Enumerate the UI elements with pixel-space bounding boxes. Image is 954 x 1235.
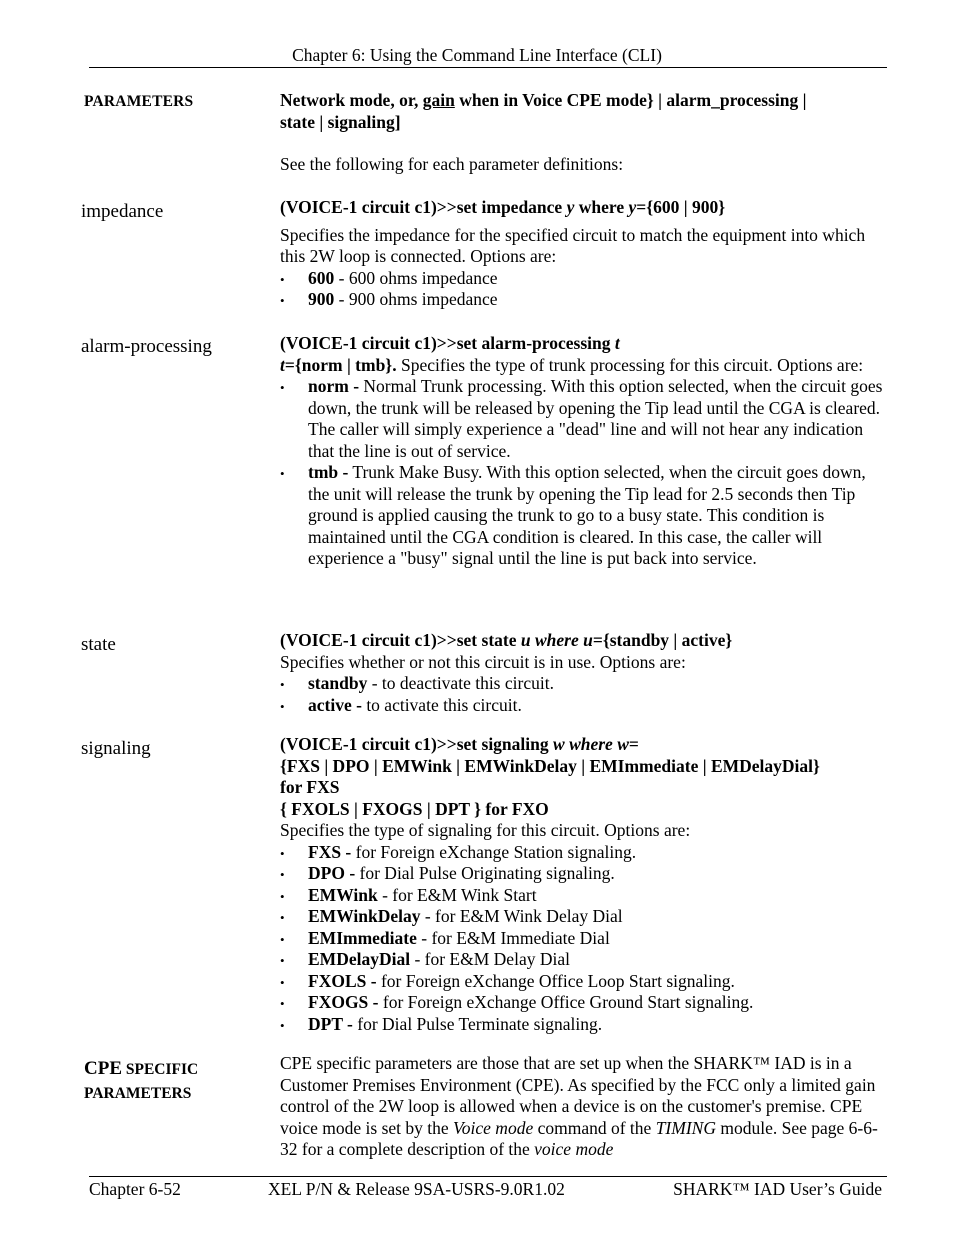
list-item: • tmb - Trunk Make Busy. With this option selected, when the circuit goes down, the unit will release the trunk by opening the Tip lead for 2.5 seconds then Tip ground is applied causing the trunk to go to a busy state. This condition is maintained until the CGA condition is cleared. In this case, the caller will experience a "busy" signal until the line is put back into service.: [280, 462, 866, 568]
impedance-description: Specifies the impedance for the specified circuit to match the equipment into which this 2W loop is connected. Options are:: [280, 224, 866, 266]
signaling-block: [280, 734, 885, 1035]
list-item: • FXOGS - for Foreign eXchange Office Ground Start signaling.: [280, 992, 885, 1014]
header-rule: [89, 67, 887, 68]
footer-guide-title: SHARK™ IAD User’s Guide: [673, 1179, 882, 1199]
impedance-options: [280, 268, 885, 311]
alarm-processing-description: t={norm | tmb}. Specifies the type of trunk processing for this circuit. Options are:: [280, 354, 864, 375]
state-command: (VOICE-1 circuit c1)>>set state u where u={standby | active}: [280, 630, 733, 650]
list-item: • 900 - 900 ohms impedance: [280, 289, 885, 311]
list-item: • FXOLS - for Foreign eXchange Office Loop Start signaling.: [280, 971, 885, 993]
bullet-icon: •: [280, 466, 285, 481]
impedance-command: (VOICE-1 circuit c1)>>set impedance y where y={600 | 900}: [280, 197, 726, 217]
impedance-block: [280, 197, 885, 311]
bullet-icon: •: [280, 910, 285, 925]
list-item: • norm - Normal Trunk processing. With this option selected, when the circuit goes down, the trunk will be released by opening the Tip lead until the CGA is cleared. The caller will simply experience a "dead" line and will not hear any indication that the line is out of service.: [280, 376, 883, 461]
bullet-icon: •: [280, 677, 285, 692]
state-options: [280, 673, 885, 716]
bullet-icon: •: [280, 271, 285, 287]
bullet-icon: •: [280, 931, 285, 947]
footer-rule: [89, 1176, 887, 1177]
signaling-description: Specifies the type of signaling for this circuit. Options are:: [280, 820, 691, 840]
list-item: • FXS - for Foreign eXchange Station signaling.: [280, 842, 885, 864]
signaling-fxs-options: {FXS | DPO | EMWink | EMWinkDelay | EMImmediate | EMDelayDial}: [280, 755, 820, 776]
signaling-label: signaling: [81, 738, 151, 759]
bullet-icon: •: [280, 845, 285, 861]
cpe-description: CPE specific parameters are those that are set up when the SHARK™ IAD is in a Customer Premises Environment (CPE). As specified by the FCC only a limited gain control of the 2W loop is allowed when a device is on the customer's premise. CPE voice mode is set by the Voice mode command of the TIMING module. See page 6-6-32 for a complete description of the voice mode: [280, 1053, 878, 1159]
list-item: • 600 - 600 ohms impedance: [280, 268, 885, 290]
bullet-icon: •: [280, 380, 285, 395]
bullet-icon: •: [280, 953, 285, 968]
signaling-fxo-options: { FXOLS | FXOGS | DPT } for FXO: [280, 798, 549, 819]
parameters-block: [280, 90, 885, 176]
list-item: • DPO - for Dial Pulse Originating signaling.: [280, 863, 885, 885]
bullet-icon: •: [280, 974, 285, 990]
alarm-processing-label: alarm-processing: [81, 336, 212, 357]
page-header-title: Chapter 6: Using the Command Line Interface (CLI): [292, 45, 662, 65]
parameters-intro: See the following for each parameter definitions:: [280, 154, 624, 174]
alarm-processing-command: (VOICE-1 circuit c1)>>set alarm-processing t: [280, 333, 620, 353]
bullet-icon: •: [280, 996, 285, 1011]
list-item: • DPT - for Dial Pulse Terminate signaling.: [280, 1014, 885, 1036]
signaling-command: (VOICE-1 circuit c1)>>set signaling w where w=: [280, 734, 639, 754]
bullet-icon: •: [280, 867, 285, 882]
state-description: Specifies whether or not this circuit is in use. Options are:: [280, 651, 686, 672]
footer-page-number: Chapter 6-52: [89, 1179, 181, 1199]
impedance-label: impedance: [81, 201, 164, 222]
list-item: • EMWink - for E&M Wink Start: [280, 885, 885, 907]
bullet-icon: •: [280, 293, 285, 308]
gain-term: gain: [422, 90, 455, 110]
signaling-fxs-for: for FXS: [280, 777, 340, 797]
list-item: • EMWinkDelay - for E&M Wink Delay Dial: [280, 906, 885, 928]
bullet-icon: •: [280, 1017, 285, 1033]
list-item: • standby - to deactivate this circuit.: [280, 673, 885, 695]
parameters-label: PARAMETERS: [84, 93, 194, 110]
signaling-options: [280, 842, 885, 1036]
bullet-icon: •: [280, 698, 285, 714]
state-label: state: [81, 634, 116, 655]
list-item: • EMImmediate - for E&M Immediate Dial: [280, 928, 885, 950]
cpe-specific-parameters-label: CPE SPECIFIC PARAMETERS: [84, 1058, 199, 1102]
list-item: • EMDelayDial - for E&M Delay Dial: [280, 949, 885, 971]
state-block: [280, 630, 885, 716]
bullet-icon: •: [280, 888, 285, 904]
alarm-processing-block: [280, 333, 885, 570]
alarm-processing-options: [280, 376, 885, 570]
parameters-syntax-line1: Network mode, or, gain when in Voice CPE mode} | alarm_processing |: [280, 90, 807, 110]
list-item: • active - to activate this circuit.: [280, 695, 885, 717]
parameters-syntax-line2: state | signaling]: [280, 111, 401, 132]
footer-release: XEL P/N & Release 9SA-USRS-9.0R1.02: [268, 1179, 565, 1199]
